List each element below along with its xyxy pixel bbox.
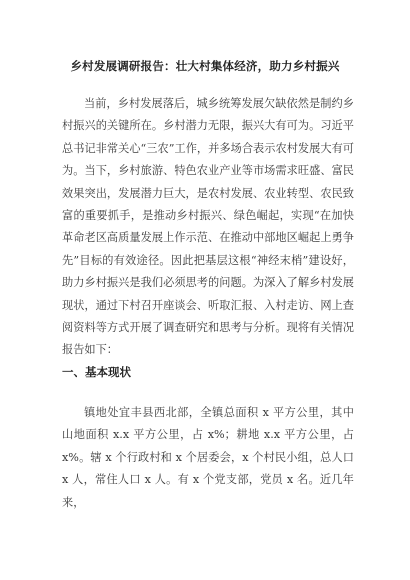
document-title: 乡村发展调研报告：壮大村集体经济，助力乡村振兴 <box>70 59 340 73</box>
status-paragraph: 镇地处宜丰县西北部，全镇总面积 x 平方公里，其中山地面积 x.x 平方公里，占 x%；耕地 x.x 平方公里，占 x%。辖 x 个行政村和 x 个居委会，x 个村民小组，总人口 x 人，常住人口 x 人。有 x 个党支部，党员 x 名。近几年来， <box>62 406 354 509</box>
section-heading: 一、基本现状 <box>62 365 131 379</box>
intro-paragraph: 当前，乡村发展落后，城乡统筹发展欠缺依然是制约乡村振兴的关键所在。乡村潜力无限，振兴大有可为。习近平总书记非常关心“三农”工作，并多场合表示农村发展大有可为。当下，乡村旅游、特色农业产业等市场需求旺盛、富民效果突出，发展潜力巨大，是农村发展、农业转型、农民致富的重要抓手，是推动乡村振兴、绿色崛起，实现“在加快革命老区高质量发展上作示范、在推动中部地区崛起上勇争先”目标的有效途径。因此把基层这根“神经末梢”建设好，助力乡村振兴是我们必须思考的问题。为深入了解乡村发展现状，通过下村召开座谈会、听取汇报、入村走访、网上查阅资料等方式开展了调查研究和思考与分析。现将有关情况报告如下： <box>62 97 354 357</box>
